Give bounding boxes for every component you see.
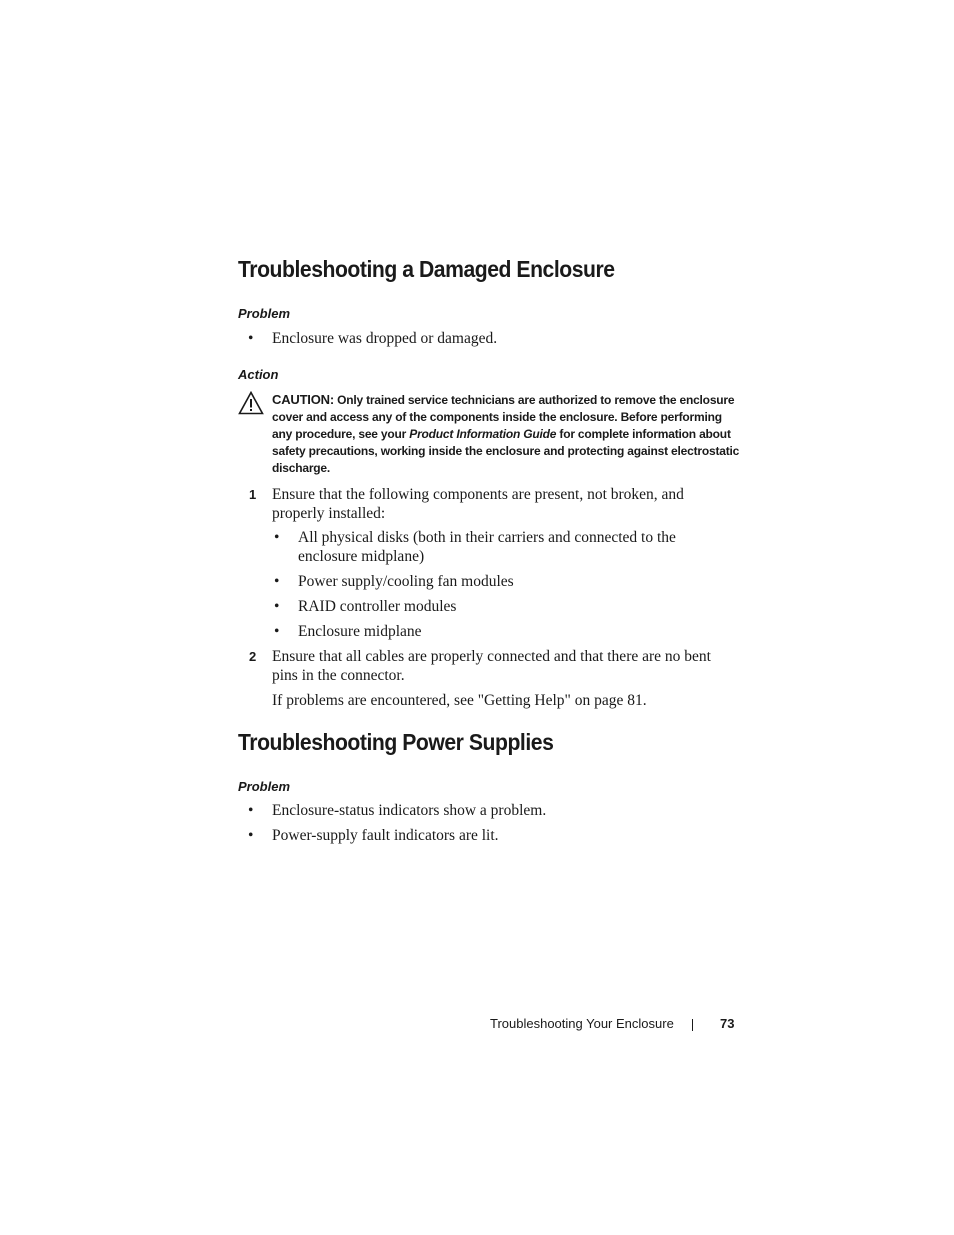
bullet-icon: • [274,623,280,640]
action-label: Action [238,367,279,382]
warning-triangle-icon [238,391,264,415]
problem-text: Power-supply fault indicators are lit. [272,827,499,844]
step-text: Ensure that the following components are present, not broken, and properly installed: [272,486,684,522]
bullet-icon: • [274,573,280,590]
problem-text: Enclosure was dropped or damaged. [272,330,498,347]
footer-divider [692,1019,693,1031]
caution-body-end: for complete information about safety precautions, working inside the enclosure and protecting against electrostatic discharge. [272,427,740,475]
bullet-icon: • [248,330,254,347]
component-text: All physical disks (both in their carriers and connected to the enclosure midplane) [298,529,676,565]
problem-text: Enclosure-status indicators show a problem. [272,802,547,819]
footer-chapter-title: Troubleshooting Your Enclosure [490,1016,674,1031]
problem-label: Problem [238,306,291,321]
step-text: Ensure that all cables are properly connected and that there are no bent pins in the connector. [272,648,711,684]
caution-text [272,391,742,477]
bullet-icon: • [274,598,280,615]
caution-label: CAUTION: [272,392,334,407]
page-number: 73 [720,1016,735,1031]
bullet-icon: • [248,802,254,819]
step-number: 1 [249,487,257,502]
product-guide-title: Product Information Guide [409,427,557,441]
step-note: If problems are encountered, see "Getting Help" on page 81. [272,692,647,709]
section-heading-power-supplies: Troubleshooting Power Supplies [238,729,554,755]
caution-body-start: Only trained service technicians are authorized to remove the enclosure cover and access any of the components inside the enclosure. Before performing any procedure, see your [272,393,735,441]
section-heading-damaged-enclosure: Troubleshooting a Damaged Enclosure [238,256,615,282]
component-text: RAID controller modules [298,598,457,615]
bullet-icon: • [274,529,280,546]
problem-label: Problem [238,779,291,794]
bullet-icon: • [248,827,254,844]
component-text: Power supply/cooling fan modules [298,573,514,590]
step-number: 2 [249,649,257,664]
component-text: Enclosure midplane [298,623,422,640]
